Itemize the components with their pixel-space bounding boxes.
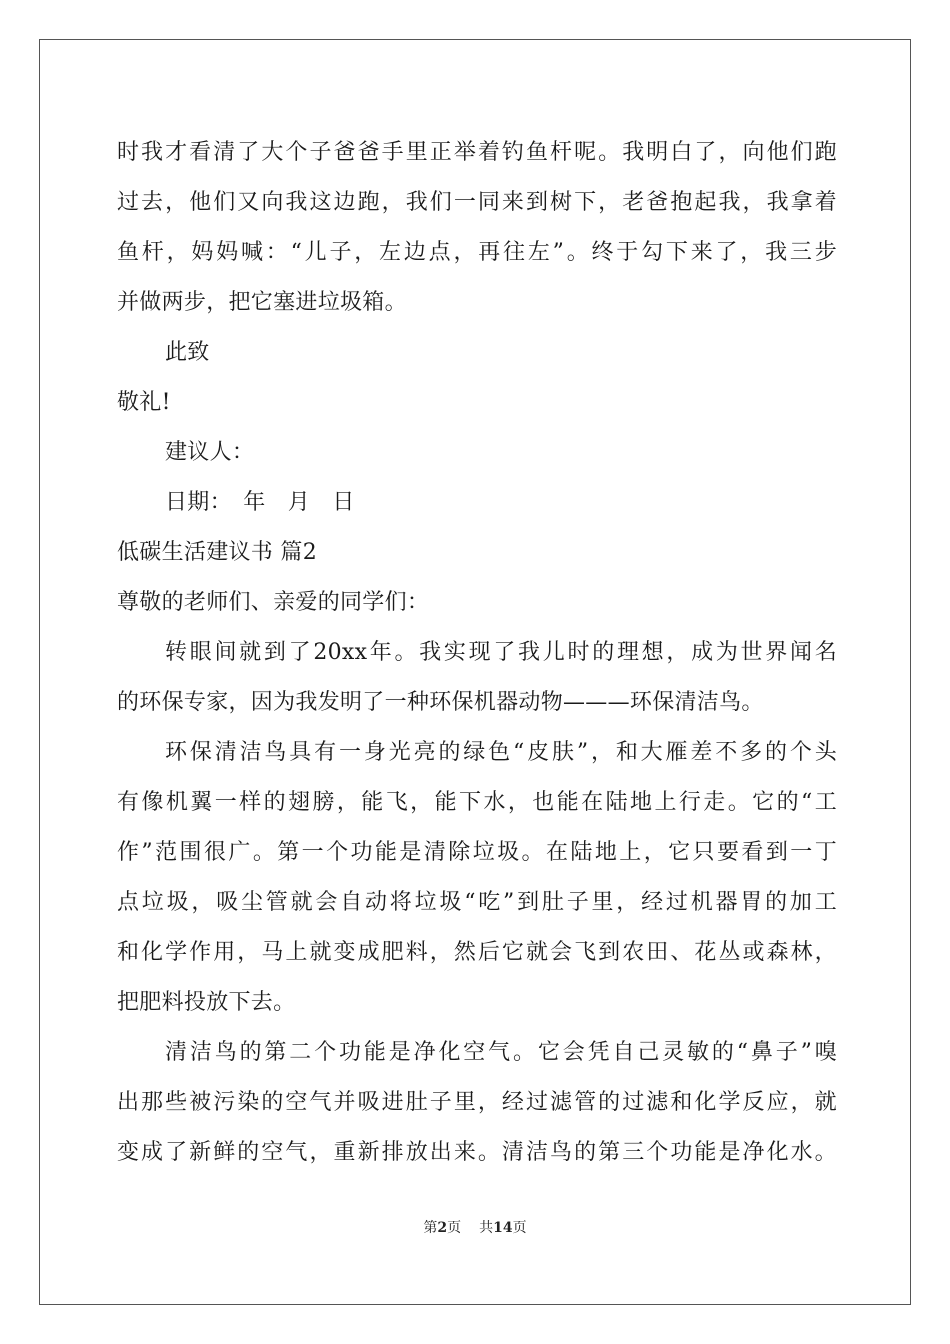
paragraph-line: 变成了新鲜的空气，重新排放出来。清洁鸟的第三个功能是净化水。	[117, 1140, 837, 1165]
closing-salutation: 此致	[165, 340, 210, 365]
page-suffix: 页	[447, 1220, 462, 1236]
paragraph-line: 清洁鸟的第二个功能是净化空气。它会凭自己灵敏的“鼻子”嗅	[165, 1040, 837, 1065]
page-number: 2	[437, 1220, 448, 1236]
paragraph-line: 时我才看清了大个子爸爸手里正举着钓鱼杆呢。我明白了，向他们跑	[117, 140, 837, 165]
total-pages: 14	[493, 1220, 513, 1236]
date-field: 日期： 年 月 日	[165, 490, 355, 515]
paragraph-line: 有像机翼一样的翅膀，能飞，能下水，也能在陆地上行走。它的“工	[117, 790, 837, 815]
paragraph-line: 点垃圾，吸尘管就会自动将垃圾“吃”到肚子里，经过机器胃的加工	[117, 890, 837, 915]
paragraph-line: 环保清洁鸟具有一身光亮的绿色“皮肤”，和大雁差不多的个头	[165, 740, 837, 765]
closing-regards: 敬礼!	[117, 390, 171, 415]
paragraph-line: 转眼间就到了20xx年。我实现了我儿时的理想，成为世界闻名	[165, 640, 837, 665]
paragraph-line: 的环保专家，因为我发明了一种环保机器动物———环保清洁鸟。	[117, 690, 764, 715]
paragraph-line: 过去，他们又向我这边跑，我们一同来到树下，老爸抱起我，我拿着	[117, 190, 837, 215]
document-body	[117, 128, 837, 1178]
paragraph-line: 和化学作用，马上就变成肥料，然后它就会飞到农田、花丛或森林，	[117, 940, 837, 965]
page-footer	[0, 1218, 950, 1238]
paragraph-line: 出那些被污染的空气并吸进肚子里，经过滤管的过滤和化学反应，就	[117, 1090, 837, 1115]
paragraph-line: 作”范围很广。第一个功能是清除垃圾。在陆地上，它只要看到一丁	[117, 840, 837, 865]
section-title: 低碳生活建议书 篇2	[117, 540, 317, 565]
paragraph-line: 把肥料投放下去。	[117, 990, 296, 1015]
paragraph-line: 并做两步，把它塞进垃圾箱。	[117, 290, 407, 315]
page-prefix: 第	[423, 1220, 438, 1236]
proposer-field: 建议人：	[165, 440, 255, 465]
total-suffix: 页	[512, 1220, 527, 1236]
total-prefix: 共	[479, 1220, 494, 1236]
greeting: 尊敬的老师们、亲爱的同学们：	[117, 590, 430, 615]
paragraph-line: 鱼杆，妈妈喊：“儿子，左边点，再往左”。终于勾下来了，我三步	[117, 240, 837, 265]
